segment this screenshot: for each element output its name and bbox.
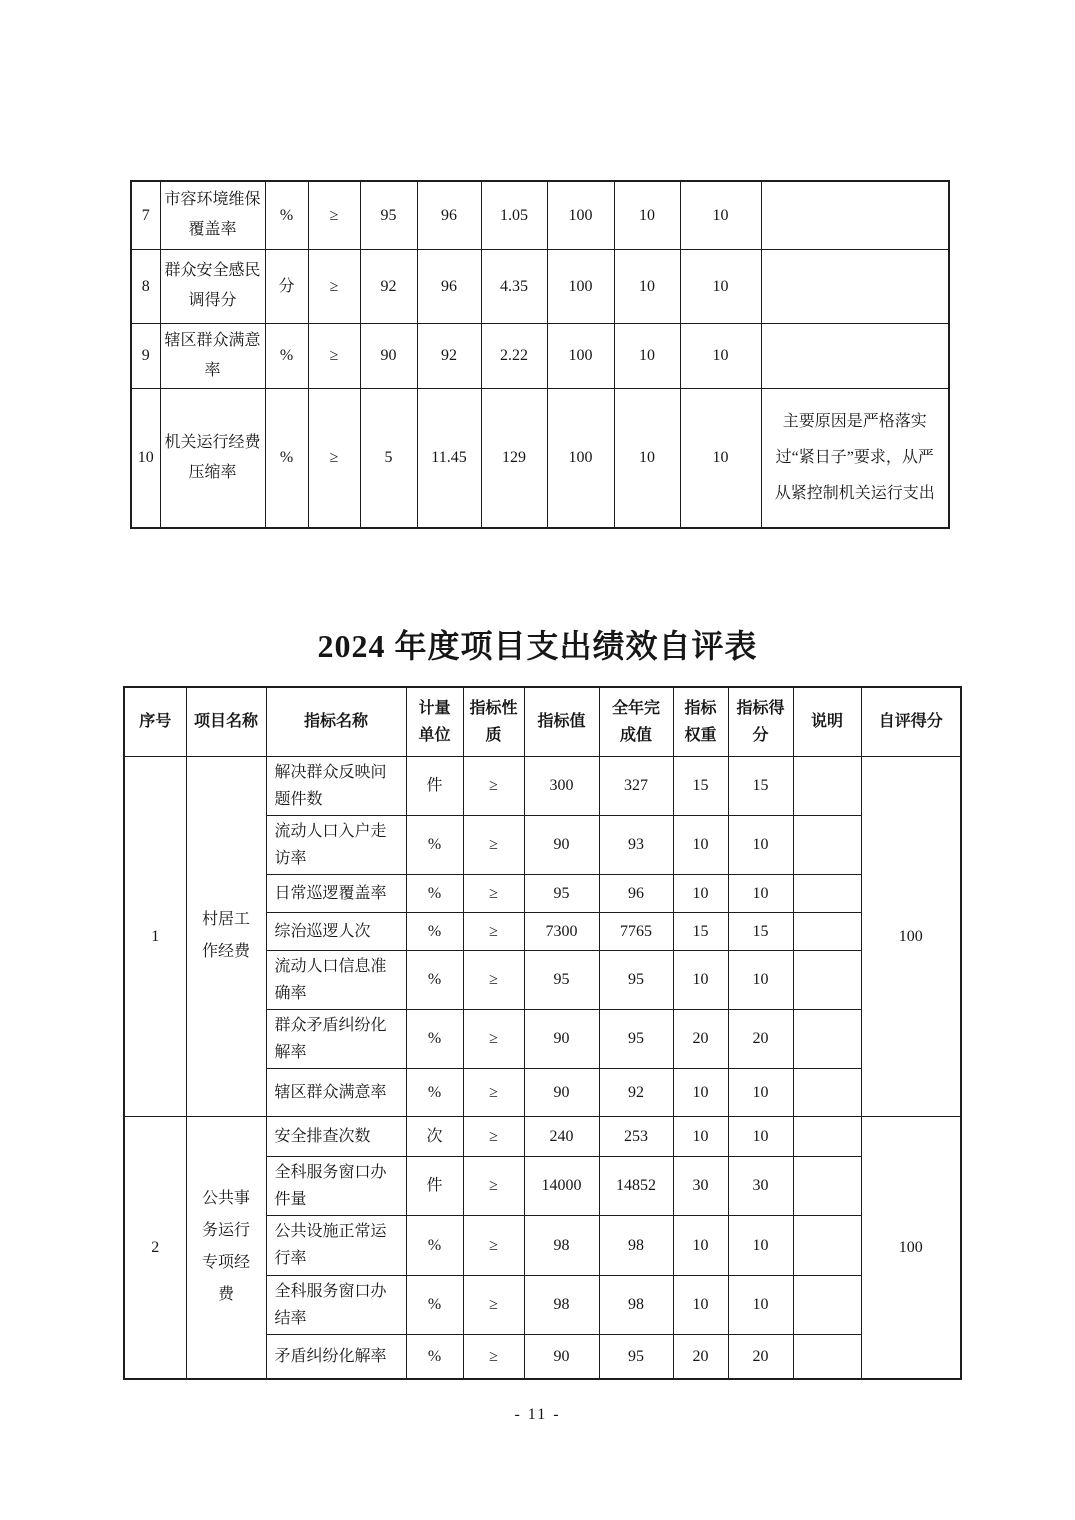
cell-indicator-name: 辖区群众满意率	[160, 323, 265, 388]
cell-indicator-name: 综治巡逻人次	[266, 912, 406, 950]
cell-unit: %	[406, 1215, 463, 1275]
cell-note	[793, 1116, 861, 1156]
cell-self-score: 100	[861, 1116, 961, 1379]
cell-note	[793, 1215, 861, 1275]
cell-unit: 件	[406, 1156, 463, 1215]
cell-nature: ≥	[308, 249, 360, 323]
cell-note	[793, 1275, 861, 1334]
cell-indicator-name: 全科服务窗口办结率	[266, 1275, 406, 1334]
cell-target-value: 90	[524, 1009, 599, 1068]
page-number: - 11 -	[514, 1406, 561, 1423]
cell-nature: ≥	[463, 950, 524, 1009]
cell-actual-value: 96	[417, 181, 481, 249]
cell-unit: %	[406, 950, 463, 1009]
cell-weight: 20	[673, 1009, 728, 1068]
header-project-name: 项目名称	[186, 687, 266, 756]
cell-weight: 10	[673, 1275, 728, 1334]
cell-deviation: 1.05	[481, 181, 547, 249]
cell-indicator-name: 群众安全感民调得分	[160, 249, 265, 323]
cell-unit: %	[265, 181, 308, 249]
cell-target-value: 300	[524, 756, 599, 815]
cell-weight: 10	[673, 1116, 728, 1156]
cell-nature: ≥	[308, 181, 360, 249]
header-self-score: 自评得分	[861, 687, 961, 756]
cell-note	[793, 912, 861, 950]
cell-row-no: 9	[131, 323, 160, 388]
cell-nature: ≥	[463, 874, 524, 912]
cell-score: 10	[728, 1068, 793, 1116]
table-row	[131, 249, 949, 323]
cell-unit: %	[406, 912, 463, 950]
header-note: 说明	[793, 687, 861, 756]
cell-nature: ≥	[308, 388, 360, 528]
table-row	[131, 323, 949, 388]
cell-target-value: 7300	[524, 912, 599, 950]
cell-deviation: 2.22	[481, 323, 547, 388]
cell-weight: 10	[614, 323, 680, 388]
cell-weight: 10	[673, 1068, 728, 1116]
cell-project-no: 1	[124, 756, 186, 1116]
cell-indicator-name: 全科服务窗口办件量	[266, 1156, 406, 1215]
cell-unit: %	[406, 1009, 463, 1068]
overall-indicators-table	[130, 180, 950, 529]
cell-score: 10	[680, 323, 761, 388]
cell-actual-value: 11.45	[417, 388, 481, 528]
header-row	[124, 687, 961, 756]
cell-score: 20	[728, 1334, 793, 1379]
cell-unit: %	[406, 815, 463, 874]
cell-target-value: 90	[524, 1068, 599, 1116]
cell-score: 10	[680, 181, 761, 249]
cell-unit: %	[406, 874, 463, 912]
cell-target-value: 90	[360, 323, 417, 388]
cell-indicator-name: 流动人口信息准确率	[266, 950, 406, 1009]
cell-note	[761, 181, 949, 249]
cell-score: 15	[728, 756, 793, 815]
cell-unit: 次	[406, 1116, 463, 1156]
cell-nature: ≥	[463, 815, 524, 874]
cell-weight: 10	[673, 950, 728, 1009]
cell-rate: 100	[547, 181, 614, 249]
cell-indicator-name: 市容环境维保覆盖率	[160, 181, 265, 249]
cell-indicator-name: 辖区群众满意率	[266, 1068, 406, 1116]
cell-target-value: 92	[360, 249, 417, 323]
cell-target-value: 95	[524, 874, 599, 912]
cell-indicator-name: 公共设施正常运行率	[266, 1215, 406, 1275]
cell-project-name: 公共事务运行专项经费	[186, 1116, 266, 1379]
cell-nature: ≥	[463, 1156, 524, 1215]
cell-indicator-name: 流动人口入户走访率	[266, 815, 406, 874]
cell-weight: 15	[673, 756, 728, 815]
cell-note	[761, 249, 949, 323]
cell-actual-value: 96	[599, 874, 673, 912]
header-actual: 全年完成值	[599, 687, 673, 756]
cell-score: 30	[728, 1156, 793, 1215]
project-self-evaluation-table	[123, 686, 962, 1380]
table-row	[131, 181, 949, 249]
cell-nature: ≥	[463, 1334, 524, 1379]
cell-actual-value: 96	[417, 249, 481, 323]
cell-nature: ≥	[463, 1116, 524, 1156]
cell-weight: 20	[673, 1334, 728, 1379]
cell-rate: 100	[547, 249, 614, 323]
cell-score: 15	[728, 912, 793, 950]
cell-target-value: 98	[524, 1215, 599, 1275]
table-row	[124, 1116, 961, 1156]
header-target: 指标值	[524, 687, 599, 756]
cell-target-value: 95	[360, 181, 417, 249]
table-row	[124, 756, 961, 815]
cell-row-no: 10	[131, 388, 160, 528]
cell-nature: ≥	[463, 912, 524, 950]
cell-unit: 分	[265, 249, 308, 323]
cell-actual-value: 95	[599, 1009, 673, 1068]
cell-actual-value: 95	[599, 1334, 673, 1379]
cell-row-no: 7	[131, 181, 160, 249]
cell-indicator-name: 群众矛盾纠纷化解率	[266, 1009, 406, 1068]
header-weight: 指标权重	[673, 687, 728, 756]
cell-nature: ≥	[463, 1068, 524, 1116]
cell-target-value: 90	[524, 1334, 599, 1379]
cell-score: 10	[728, 815, 793, 874]
cell-actual-value: 14852	[599, 1156, 673, 1215]
cell-indicator-name: 日常巡逻覆盖率	[266, 874, 406, 912]
cell-nature: ≥	[463, 1215, 524, 1275]
cell-self-score: 100	[861, 756, 961, 1116]
cell-note	[793, 950, 861, 1009]
cell-score: 10	[728, 1275, 793, 1334]
cell-unit: 件	[406, 756, 463, 815]
cell-note	[793, 1156, 861, 1215]
cell-project-name: 村居工作经费	[186, 756, 266, 1116]
header-score: 指标得分	[728, 687, 793, 756]
cell-weight: 10	[614, 181, 680, 249]
cell-unit: %	[265, 388, 308, 528]
cell-nature: ≥	[463, 1275, 524, 1334]
cell-actual-value: 93	[599, 815, 673, 874]
cell-actual-value: 98	[599, 1215, 673, 1275]
cell-actual-value: 98	[599, 1275, 673, 1334]
cell-weight: 10	[673, 874, 728, 912]
cell-weight: 10	[614, 249, 680, 323]
cell-unit: %	[406, 1334, 463, 1379]
cell-deviation: 4.35	[481, 249, 547, 323]
cell-rate: 100	[547, 323, 614, 388]
cell-note	[793, 1009, 861, 1068]
cell-actual-value: 92	[599, 1068, 673, 1116]
cell-project-no: 2	[124, 1116, 186, 1379]
cell-score: 20	[728, 1009, 793, 1068]
cell-actual-value: 253	[599, 1116, 673, 1156]
cell-actual-value: 92	[417, 323, 481, 388]
cell-unit: %	[265, 323, 308, 388]
cell-actual-value: 7765	[599, 912, 673, 950]
cell-rate: 100	[547, 388, 614, 528]
cell-deviation: 129	[481, 388, 547, 528]
cell-score: 10	[728, 874, 793, 912]
cell-actual-value: 327	[599, 756, 673, 815]
cell-nature: ≥	[463, 1009, 524, 1068]
header-indicator-name: 指标名称	[266, 687, 406, 756]
cell-target-value: 95	[524, 950, 599, 1009]
cell-indicator-name: 安全排查次数	[266, 1116, 406, 1156]
cell-indicator-name: 解决群众反映问题件数	[266, 756, 406, 815]
cell-weight: 15	[673, 912, 728, 950]
cell-score: 10	[728, 1116, 793, 1156]
header-no: 序号	[124, 687, 186, 756]
header-nature: 指标性质	[463, 687, 524, 756]
cell-nature: ≥	[463, 756, 524, 815]
cell-score: 10	[680, 388, 761, 528]
cell-actual-value: 95	[599, 950, 673, 1009]
cell-row-no: 8	[131, 249, 160, 323]
cell-note	[793, 815, 861, 874]
cell-weight: 10	[614, 388, 680, 528]
cell-score: 10	[680, 249, 761, 323]
cell-target-value: 90	[524, 815, 599, 874]
cell-indicator-name: 矛盾纠纷化解率	[266, 1334, 406, 1379]
cell-weight: 10	[673, 815, 728, 874]
header-unit: 计量单位	[406, 687, 463, 756]
cell-target-value: 240	[524, 1116, 599, 1156]
cell-weight: 30	[673, 1156, 728, 1215]
cell-note: 主要原因是严格落实过“紧日子”要求，从严从紧控制机关运行支出	[761, 388, 949, 528]
cell-indicator-name: 机关运行经费压缩率	[160, 388, 265, 528]
cell-score: 10	[728, 950, 793, 1009]
cell-note	[793, 1334, 861, 1379]
cell-unit: %	[406, 1068, 463, 1116]
cell-target-value: 5	[360, 388, 417, 528]
cell-note	[793, 1068, 861, 1116]
cell-target-value: 14000	[524, 1156, 599, 1215]
cell-note	[761, 323, 949, 388]
document-title: 2024 年度项目支出绩效自评表	[317, 628, 758, 664]
cell-score: 10	[728, 1215, 793, 1275]
cell-weight: 10	[673, 1215, 728, 1275]
cell-target-value: 98	[524, 1275, 599, 1334]
cell-note	[793, 756, 861, 815]
cell-nature: ≥	[308, 323, 360, 388]
table-row	[131, 388, 949, 528]
cell-unit: %	[406, 1275, 463, 1334]
cell-note	[793, 874, 861, 912]
